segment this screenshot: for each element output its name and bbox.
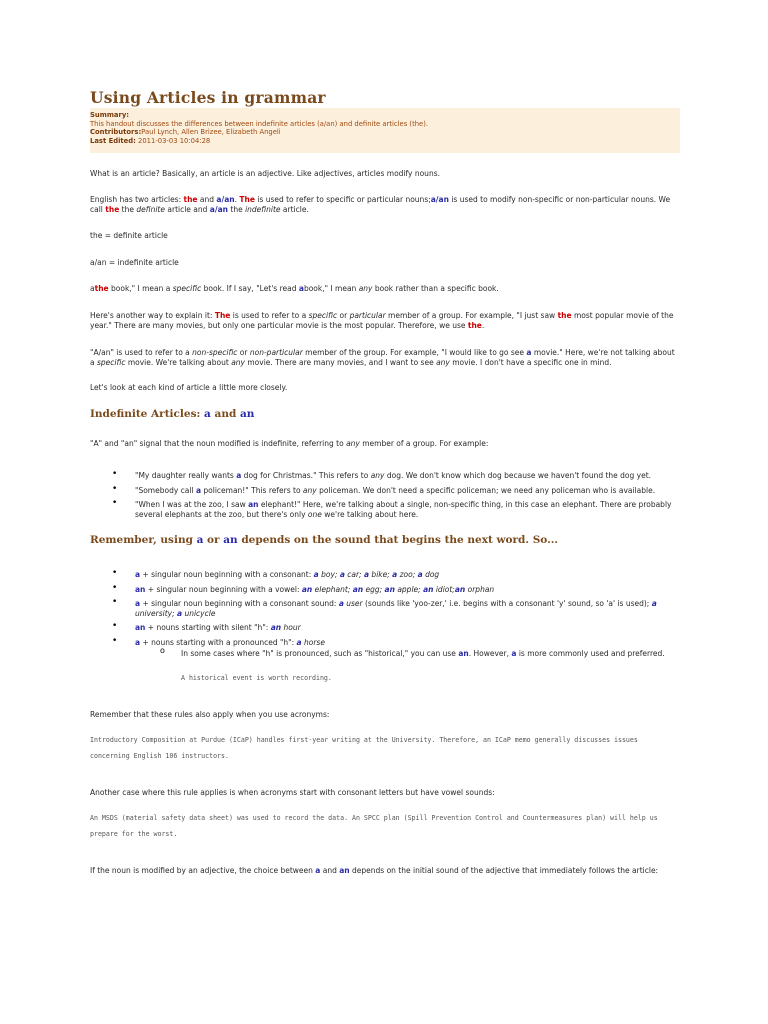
last-edited-value: 2011-03-03 10:04:28 — [138, 136, 211, 145]
example-paragraph: athe book," I mean a specific book. If I say, "Let's read abook," I mean any book rather than a specific book. — [90, 284, 499, 293]
indefinite-articles-heading: Indefinite Articles: a and an — [90, 408, 255, 420]
historical-example: A historical event is worth recording. — [181, 674, 332, 682]
consonant-acronyms-paragraph: Another case where this rule applies is when acronyms start with consonant letters but have vowel sounds: — [90, 788, 495, 797]
two-articles-paragraph: English has two articles: the and a/an. The is used to refer to specific or particular nouns;a/an is used to modify non-specific or non-particular nouns. We call the the definite article and a/an the indefinite article. — [90, 195, 671, 214]
remember-heading: Remember, using a or an depends on the sound that begins the next word. So... — [90, 534, 559, 546]
list-item: • "Somebody call a policeman!" This refers to any policeman. We don't need a specific policeman; we need any policeman who is available. — [112, 483, 656, 495]
list-item: • an + nouns starting with silent "h": an hour — [112, 621, 301, 632]
summary-label: Summary: — [90, 111, 129, 119]
last-edited-label: Last Edited: — [90, 136, 136, 145]
summary-box — [90, 108, 680, 153]
sub-list-item: In some cases where "h" is pronounced, such as "historical," you can use an. However, a is more commonly used and preferred. — [181, 649, 665, 658]
summary-text: This handout discusses the differences between indefinite articles (a/an) and definite articles (the). — [90, 119, 429, 128]
list-item: • a + singular noun beginning with a consonant: a boy; a car; a bike; a zoo; a dog — [112, 568, 440, 579]
list-item: • "When I was at the zoo, I saw an elephant!" Here, we're talking about a single, non-specific thing, in this case an elephant. There are probably several elephants at the zoo, but there's only one we're talking about here. — [112, 498, 672, 519]
contributors-value: Paul Lynch, Allen Brizee, Elizabeth Angeli — [141, 128, 281, 136]
a-an-paragraph: "A/an" is used to refer to a non-specific or non-particular member of the group. For example, "I would like to go see a movie." Here, we're not talking about a specific movie. We're talking about any movie. There are many movies, and I want to see any movie. I don't have a specific one in mind. — [90, 348, 675, 367]
list-item: • an + singular noun beginning with a vowel: an elephant; an egg; an apple; an idiot;an orphan — [112, 582, 495, 594]
explanation-paragraph: Here's another way to explain it: The is used to refer to a specific or particular member of a group. For example, "I just saw the most popular movie of the year." There are many movies, but only one particular movie is the most popular. Therefore, we use the. — [90, 311, 674, 330]
contributors-label: Contributors: — [90, 128, 142, 136]
indefinite-examples-list — [90, 471, 680, 519]
page-title: Using Articles in grammar — [90, 88, 326, 107]
msds-example: An MSDS (material safety data sheet) was used to record the data. An SPCC plan (Spill Prevention Control and Countermeasures plan) will help us prepare for the worst. — [90, 814, 658, 838]
list-item: • a + singular noun beginning with a consonant sound: a user (sounds like 'yoo-zer,' i.e. begins with a consonant 'y' sound, so 'a' is used); a university; a unicycle — [112, 597, 657, 618]
adjective-paragraph: If the noun is modified by an adjective, the choice between a and an depends on the initial sound of the adjective that immediately follows the article: — [90, 866, 659, 875]
list-item: • a + nouns starting with a pronounced "h": a horse — [112, 635, 325, 647]
indefinite-definition: a/an = indefinite article — [90, 258, 179, 267]
sound-rules-list — [90, 570, 680, 647]
closer-look-paragraph: Let's look at each kind of article a little more closely. — [90, 383, 288, 392]
list-item: • "My daughter really wants a dog for Christmas." This refers to any dog. We don't know which dog because we haven't found the dog yet. — [112, 469, 652, 480]
intro-paragraph: What is an article? Basically, an article is an adjective. Like adjectives, articles modify nouns. — [90, 169, 440, 178]
acronyms-paragraph: Remember that these rules also apply when you use acronyms: — [90, 710, 330, 719]
icap-example: Introductory Composition at Purdue (ICaP) handles first-year writing at the University. Therefore, an ICaP memo generally discusses issues concerning English 106 instructors. — [90, 736, 638, 760]
signal-paragraph: "A" and "an" signal that the noun modified is indefinite, referring to any member of a group. For example: — [90, 439, 489, 448]
definite-definition: the = definite article — [90, 231, 168, 240]
sub-bullet-marker: o — [160, 646, 165, 655]
